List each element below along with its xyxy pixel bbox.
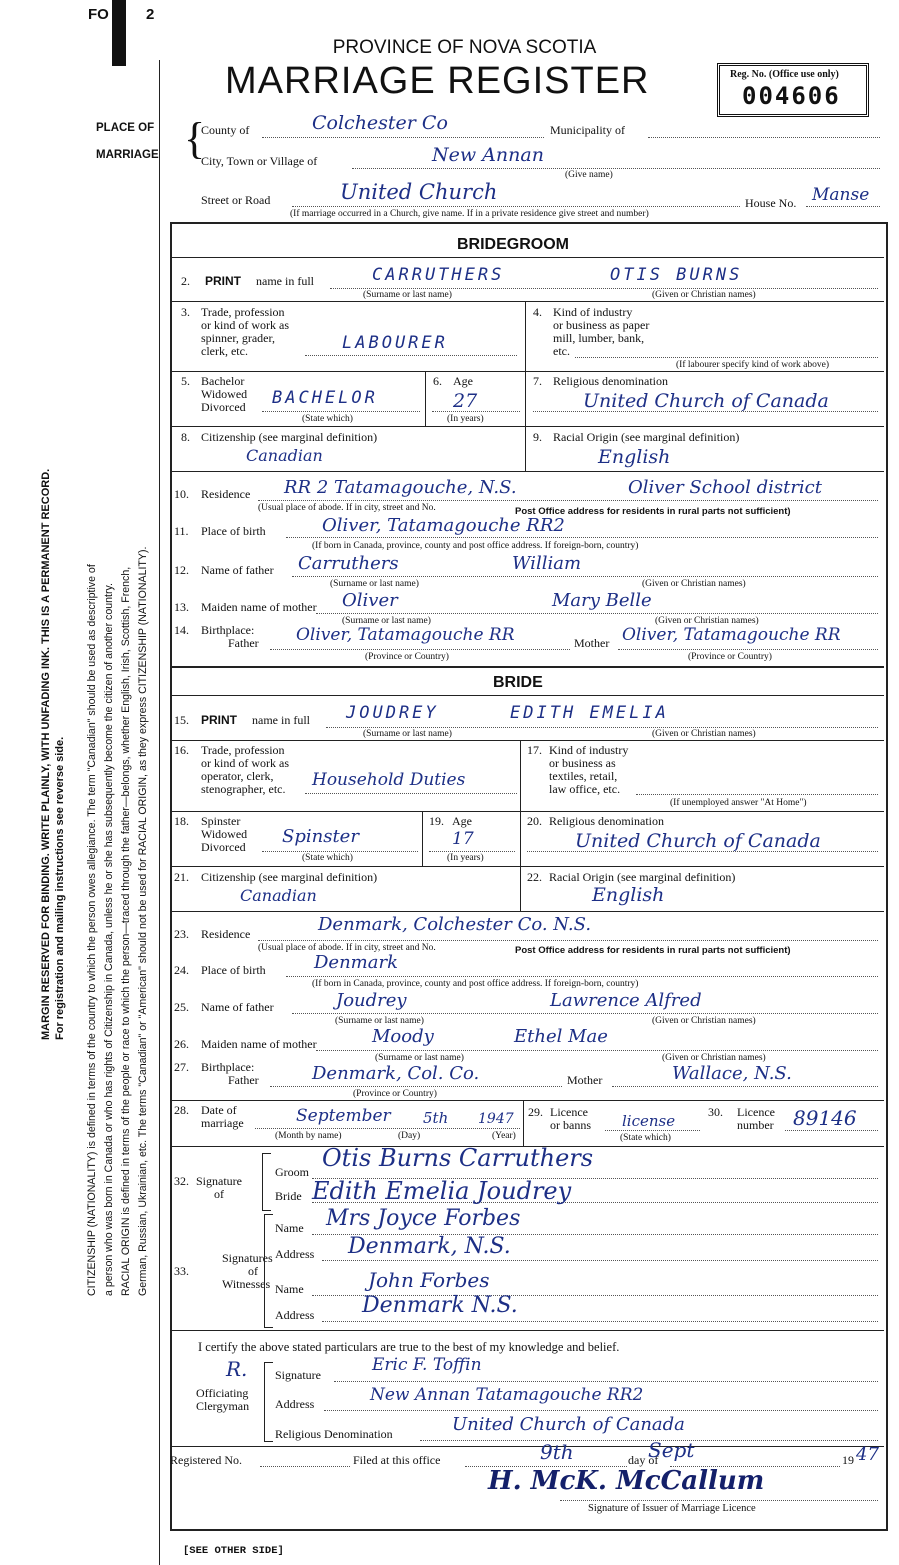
w2-address: Denmark N.S. (362, 1293, 518, 1318)
bride-ind-l3: textiles, retail, (549, 769, 618, 783)
bride-res-cap-b: Post Office address for residents in rural parts not sufficient) (515, 945, 791, 956)
bride-mother-line (316, 1050, 878, 1051)
groom-res-line (258, 500, 878, 501)
bride-trade-l3: operator, clerk, (201, 769, 274, 783)
groom-father-surname: Carruthers (298, 553, 399, 574)
bride-mother-bp: Wallace, N.S. (672, 1063, 792, 1084)
groom-bp-father-line (270, 649, 570, 650)
groom-trade-l3: spinner, grader, (201, 331, 276, 345)
groom-ind-l1: Kind of industry (553, 305, 633, 319)
bride-bp-father: Father (228, 1073, 259, 1087)
col-rule (525, 301, 526, 371)
clergy-l1: Officiating (196, 1386, 249, 1400)
bride-father-given-cap: (Given or Christian names) (652, 1016, 756, 1026)
groom-res-cap-a: (Usual place of abode. If in city, street and No. (258, 503, 436, 513)
groom-bp-label: Birthplace: (201, 623, 255, 637)
county-line (262, 137, 544, 138)
registered-label: Registered No. (170, 1453, 242, 1467)
groom-given: OTIS BURNS (610, 265, 743, 285)
clergy-addr-line (324, 1410, 878, 1411)
sig-l1: Signature (196, 1174, 242, 1188)
bride-trade: Household Duties (312, 770, 466, 790)
bride-status-line (262, 851, 418, 852)
bride-n25: 25. (174, 1000, 189, 1014)
margin-citizenship-1: CITIZENSHIP (NATIONALITY) is defined in terms of the country to which the person owes allegiance. The term "Canadian" should be used as descriptive of (86, 564, 98, 1296)
groom-residence: RR 2 Tatamagouche, N.S. (284, 477, 517, 498)
groom-father-given: William (512, 553, 582, 574)
bride-ind-l2: or business as (549, 756, 616, 770)
street-note: (If marriage occurred in a Church, give name. If in a private residence give street and number) (290, 209, 649, 219)
licence-line (605, 1130, 700, 1131)
filed-day: 9th (540, 1440, 574, 1464)
groom-father-bp: Oliver, Tatamagouche RR (296, 625, 515, 645)
bride-father-line (292, 1013, 878, 1014)
row-rule (172, 740, 884, 741)
groom-rel-label: Religious denomination (553, 374, 668, 388)
groom-father-label: Name of father (201, 563, 274, 577)
reg-number-box (717, 63, 869, 117)
bride-mother-given-cap: (Given or Christian names) (662, 1053, 766, 1063)
issuer-signature: H. McK. McCallum (488, 1466, 765, 1496)
margin-mailing-note: For registration and mailing instructions see reverse side. (54, 736, 66, 1040)
licence-l1: Licence (550, 1105, 588, 1119)
groom-n5: 5. (181, 374, 190, 388)
licence-type: license (622, 1112, 676, 1130)
groom-n10: 10. (174, 487, 189, 501)
groom-birthplace: Oliver, Tatamagouche RR2 (322, 515, 565, 536)
bride-st-l2: Widowed (201, 827, 248, 841)
marriage-month: September (296, 1106, 391, 1126)
bride-mother-given: Ethel Mae (514, 1026, 608, 1047)
clergy-sig-label: Signature (275, 1368, 321, 1382)
groom-father-line (292, 576, 878, 577)
wit-brace (264, 1214, 273, 1328)
wit-l2: of (248, 1264, 258, 1278)
bride-citizenship: Canadian (240, 886, 317, 905)
groom-n13: 13. (174, 600, 189, 614)
bride-res-line (258, 940, 878, 941)
registered-line (260, 1466, 350, 1467)
bride-ind-l1: Kind of industry (549, 743, 629, 757)
bride-n17: 17. (527, 743, 542, 757)
margin-racial-2: German, Russian, Ukrainian, etc. The terms "Canadian" or "American" should not be used for RACIAL ORIGIN, as they express CITIZENSHIP (NATIONALITY). (137, 546, 149, 1296)
year-prefix: 19 (842, 1453, 854, 1467)
groom-n4: 4. (533, 305, 542, 319)
col-rule (520, 866, 521, 911)
issuer-line (560, 1500, 878, 1501)
bride-res-label: Residence (201, 927, 251, 941)
groom-ind-line (575, 357, 878, 358)
street-value: United Church (340, 180, 498, 204)
bride-n16: 16. (174, 743, 189, 757)
groom-mother-surname: Oliver (342, 590, 398, 611)
groom-n9: 9. (533, 430, 542, 444)
w2-addr-line (322, 1321, 878, 1322)
sig-n32: 32. (174, 1174, 189, 1188)
certify-statement: I certify the above stated particulars are true to the best of my knowledge and belief. (198, 1340, 620, 1354)
day-of-label: day of (628, 1453, 659, 1467)
bride-bp-label: Birthplace: (201, 1060, 255, 1074)
bride-trade-l1: Trade, profession (201, 743, 285, 757)
bride-n27: 27. (174, 1060, 189, 1074)
groom-mother-surname-cap: (Surname or last name) (342, 616, 431, 626)
col-rule (525, 426, 526, 471)
groom-n3: 3. (181, 305, 190, 319)
groom-race-label: Racial Origin (see marginal definition) (553, 430, 740, 444)
marriage-year: 1947 (478, 1111, 514, 1127)
row-rule (172, 301, 884, 302)
marriage-month-cap: (Month by name) (275, 1131, 342, 1141)
see-other-side: [SEE OTHER SIDE] (183, 1545, 284, 1557)
city-label: City, Town or Village of (201, 154, 318, 168)
clergy-denomination: United Church of Canada (452, 1414, 685, 1435)
bride-bp-father-line (270, 1086, 562, 1087)
groom-age-label: Age (453, 374, 473, 388)
wit-n33: 33. (174, 1264, 189, 1278)
groom-religion: United Church of Canada (583, 390, 829, 412)
bride-n21: 21. (174, 870, 189, 884)
groom-bp-cap-2: (Province or Country) (688, 652, 772, 662)
groom-res-cap-b: Post Office address for residents in rural parts not sufficient) (515, 506, 791, 517)
bride-racial: English (592, 884, 665, 906)
clergy-mark: R. (226, 1357, 248, 1381)
house-label: House No. (745, 196, 797, 210)
bride-print-label: PRINT (201, 713, 237, 727)
bride-trade-l2: or kind of work as (201, 756, 289, 770)
margin-racial-1: RACIAL ORIGIN is defined in terms of the people or race to which the person—traced through the father—belongs, whether English, Irish, Scottish, French, (120, 566, 132, 1296)
bride-rel-line (527, 851, 878, 852)
binding-line (159, 60, 160, 1565)
bride-name-line (326, 727, 878, 728)
groom-bp-father: Father (228, 636, 259, 650)
groom-status-line (262, 411, 420, 412)
groom-pob-label: Place of birth (201, 524, 266, 538)
bride-bp-mother-line (612, 1086, 878, 1087)
marriage-date-line (255, 1128, 520, 1129)
form-title: MARRIAGE REGISTER (225, 60, 650, 102)
groom-ind-l2: or business as paper (553, 318, 650, 332)
bride-n15: 15. (174, 713, 189, 727)
bride-surname: JOUDREY (346, 703, 439, 723)
bride-cit-label: Citizenship (see marginal definition) (201, 870, 378, 884)
row-rule (172, 1446, 884, 1447)
bride-bp-cap: (Province or Country) (353, 1089, 437, 1099)
bride-mother-label: Maiden name of mother (201, 1037, 317, 1051)
groom-father-given-cap: (Given or Christian names) (642, 579, 746, 589)
groom-trade-l2: or kind of work as (201, 318, 289, 332)
marriage-n30: 30. (708, 1105, 723, 1119)
groom-residence-2: Oliver School district (628, 477, 823, 498)
groom-n2: 2. (181, 274, 190, 288)
groom-name-line (330, 288, 878, 289)
bride-bp-mother: Mother (567, 1073, 603, 1087)
bride-age-line (429, 851, 515, 852)
licence-number: 89146 (793, 1106, 857, 1130)
bride-n19: 19. (429, 814, 444, 828)
groom-surname: CARRUTHERS (372, 265, 505, 285)
w1-address: Denmark, N.S. (348, 1234, 511, 1259)
bride-trade-line (305, 793, 517, 794)
county-label: County of (201, 123, 250, 137)
groom-trade-line (305, 355, 517, 356)
groom-n11: 11. (174, 524, 189, 538)
col-rule (520, 740, 521, 811)
reg-number-label: Reg. No. (Office use only) (730, 69, 839, 80)
bride-n26: 26. (174, 1037, 189, 1051)
clergy-signature: Eric F. Toffin (372, 1355, 482, 1375)
marriage-day: 5th (423, 1109, 449, 1127)
give-name-caption: (Give name) (565, 170, 613, 180)
filed-year: 47 (856, 1444, 879, 1465)
house-line (806, 206, 880, 207)
w1-addr-label: Address (275, 1247, 315, 1261)
row-rule (172, 471, 884, 472)
marriage-year-cap: (Year) (492, 1131, 516, 1141)
bride-st-l3: Divorced (201, 840, 246, 854)
groom-st-l1: Bachelor (201, 374, 245, 388)
col-rule (422, 811, 423, 866)
col-rule (525, 371, 526, 426)
bride-pob-cap: (If born in Canada, province, county and post office address. If foreign-born, country) (312, 979, 639, 989)
groom-st-l3: Divorced (201, 400, 246, 414)
bride-father-bp: Denmark, Col. Co. (312, 1063, 480, 1084)
groom-trade-l1: Trade, profession (201, 305, 285, 319)
groom-given-cap: (Given or Christian names) (652, 290, 756, 300)
groom-n14: 14. (174, 623, 189, 637)
w1-name: Mrs Joyce Forbes (326, 1206, 521, 1231)
bride-father-label: Name of father (201, 1000, 274, 1014)
marriage-n29: 29. (528, 1105, 543, 1119)
marriage-day-cap: (Day) (398, 1131, 421, 1141)
groom-trade: LABOURER (342, 333, 448, 353)
row-rule (172, 1330, 884, 1331)
col-rule (425, 371, 426, 426)
groom-citizenship: Canadian (246, 446, 323, 465)
row-rule (172, 1100, 884, 1101)
bride-rel-label: Religious denomination (549, 814, 664, 828)
groom-bp-mother: Mother (574, 636, 610, 650)
bride-given: EDITH EMELIA (510, 703, 669, 723)
groom-mother-given: Mary Belle (552, 590, 652, 611)
licnum-line (785, 1130, 878, 1131)
groom-title-rule (172, 257, 884, 258)
sig-brace (262, 1153, 271, 1211)
bride-sig-label: Bride (275, 1189, 302, 1203)
city-line (352, 168, 880, 169)
bride-ind-note: (If unemployed answer "At Home") (670, 798, 807, 808)
w2-name: John Forbes (368, 1268, 490, 1292)
place-brace: { (184, 114, 206, 163)
row-rule (172, 911, 884, 912)
w2-name-label: Name (275, 1282, 304, 1296)
groom-age-line (432, 411, 520, 412)
municipality-label: Municipality of (550, 123, 625, 137)
groom-racial: English (598, 446, 671, 468)
clergy-addr-label: Address (275, 1397, 315, 1411)
bride-age-label: Age (452, 814, 472, 828)
bride-st-l1: Spinster (201, 814, 241, 828)
groom-bp-mother-line (618, 649, 878, 650)
groom-rel-line (533, 411, 878, 412)
place-label-2: MARRIAGE (96, 149, 159, 161)
filed-month: Sept (648, 1438, 695, 1462)
bride-n20: 20. (527, 814, 542, 828)
marriage-date-l2: marriage (201, 1116, 244, 1130)
licence-state-cap: (State which) (620, 1133, 671, 1143)
bride-ind-line (636, 794, 878, 795)
bride-residence: Denmark, Colchester Co. N.S. (318, 914, 592, 935)
form-code: FO (88, 6, 109, 23)
bride-years-cap: (In years) (447, 853, 484, 863)
groom-print-label: PRINT (205, 274, 241, 288)
marriage-date-l1: Date of (201, 1103, 237, 1117)
row-rule (172, 426, 884, 427)
groom-mother-given-cap: (Given or Christian names) (655, 616, 759, 626)
licence-l2: or banns (550, 1118, 591, 1132)
groom-pob-cap: (If born in Canada, province, county and post office address. If foreign-born, country) (312, 541, 639, 551)
margin-citizenship-2: a person who was born in Canada or who has rights of Citizenship in Canada, unless he or she has subsequently become the citizen of another country. (103, 583, 115, 1296)
wit-l3: Witnesses (222, 1277, 271, 1291)
groom-age: 27 (453, 390, 478, 412)
row-rule (172, 371, 884, 372)
groom-section-title: BRIDEGROOM (457, 236, 569, 253)
clergy-address: New Annan Tatamagouche RR2 (370, 1385, 644, 1405)
bride-res-cap-a: (Usual place of abode. If in city, street and No. (258, 943, 436, 953)
clergy-brace (264, 1362, 273, 1442)
groom-surname-cap: (Surname or last name) (363, 290, 452, 300)
filed-label: Filed at this office (353, 1453, 441, 1467)
w1-addr-line (322, 1260, 878, 1261)
bride-age: 17 (452, 829, 474, 849)
groom-father-surname-cap: (Surname or last name) (330, 579, 419, 589)
street-label: Street or Road (201, 193, 271, 207)
w2-addr-label: Address (275, 1308, 315, 1322)
reg-number: 004606 (742, 82, 841, 110)
clergy-sig-line (334, 1381, 878, 1382)
form-number: 2 (146, 6, 155, 23)
row-rule (172, 811, 884, 812)
bride-section-title: BRIDE (493, 674, 543, 691)
groom-name-label: name in full (256, 274, 314, 288)
bride-birthplace: Denmark (314, 952, 398, 973)
col-rule (523, 1100, 524, 1146)
bride-race-label: Racial Origin (see marginal definition) (549, 870, 736, 884)
groom-n7: 7. (533, 374, 542, 388)
bride-surname-cap: (Surname or last name) (363, 729, 452, 739)
groom-status: BACHELOR (272, 388, 378, 408)
bride-pob-label: Place of birth (201, 963, 266, 977)
county-value: Colchester Co (312, 112, 448, 134)
bride-status: Spinster (282, 826, 359, 847)
bride-n18: 18. (174, 814, 189, 828)
groom-state-cap: (State which) (302, 414, 353, 424)
groom-st-l2: Widowed (201, 387, 248, 401)
groom-years-cap: (In years) (447, 414, 484, 424)
bride-name-label: name in full (252, 713, 310, 727)
bride-n22: 22. (527, 870, 542, 884)
groom-mother-bp: Oliver, Tatamagouche RR (622, 625, 841, 645)
groom-res-label: Residence (201, 487, 251, 501)
bride-signature: Edith Emelia Joudrey (312, 1177, 572, 1205)
groom-ind-l4: etc. (553, 344, 570, 358)
bride-n23: 23. (174, 927, 189, 941)
bride-father-given: Lawrence Alfred (550, 990, 702, 1011)
groom-n12: 12. (174, 563, 189, 577)
licnum-l1: Licence (737, 1105, 775, 1119)
groom-mother-line (316, 613, 878, 614)
groom-mother-label: Maiden name of mother (201, 600, 317, 614)
municipality-line (648, 137, 880, 138)
marriage-n28: 28. (174, 1103, 189, 1117)
groom-n6: 6. (433, 374, 442, 388)
groom-signature: Otis Burns Carruthers (322, 1144, 594, 1172)
groom-n8: 8. (181, 430, 190, 444)
bride-mother-surname: Moody (372, 1026, 434, 1047)
groom-trade-l4: clerk, etc. (201, 344, 248, 358)
bride-title-rule (172, 695, 884, 696)
bride-religion: United Church of Canada (575, 830, 821, 852)
issuer-caption: Signature of Issuer of Marriage Licence (588, 1503, 756, 1514)
wit-l1: Signatures (222, 1251, 273, 1265)
clergy-l2: Clergyman (196, 1399, 250, 1413)
groom-ind-note: (If labourer specify kind of work above) (676, 360, 829, 370)
margin-binding-note: MARGIN RESERVED FOR BINDING. WRITE PLAINLY, WITH UNFADING INK. THIS IS A PERMANENT RECORD. (40, 468, 52, 1040)
bride-n24: 24. (174, 963, 189, 977)
bride-father-surname: Joudrey (336, 990, 407, 1011)
province-heading: PROVINCE OF NOVA SCOTIA (332, 37, 597, 58)
bride-state-cap: (State which) (302, 853, 353, 863)
bride-trade-l4: stenographer, etc. (201, 782, 286, 796)
sig-l2: of (214, 1187, 224, 1201)
bride-given-cap: (Given or Christian names) (652, 729, 756, 739)
place-label-1: PLACE OF (96, 122, 155, 134)
groom-bp-cap-1: (Province or Country) (365, 652, 449, 662)
house-value: Manse (812, 185, 870, 205)
city-value: New Annan (432, 144, 544, 166)
section-rule (172, 666, 884, 668)
bride-mother-surname-cap: (Surname or last name) (375, 1053, 464, 1063)
bride-pob-line (286, 976, 878, 977)
col-rule (520, 811, 521, 866)
bride-ind-l4: law office, etc. (549, 782, 621, 796)
w1-name-label: Name (275, 1221, 304, 1235)
licnum-l2: number (737, 1118, 774, 1132)
groom-pob-line (286, 537, 878, 538)
groom-sig-label: Groom (275, 1165, 309, 1179)
groom-cit-label: Citizenship (see marginal definition) (201, 430, 378, 444)
street-line (292, 206, 740, 207)
groom-ind-l3: mill, lumber, bank, (553, 331, 645, 345)
bride-father-surname-cap: (Surname or last name) (335, 1016, 424, 1026)
clergy-den-label: Religious Denomination (275, 1427, 393, 1441)
row-rule (172, 866, 884, 867)
